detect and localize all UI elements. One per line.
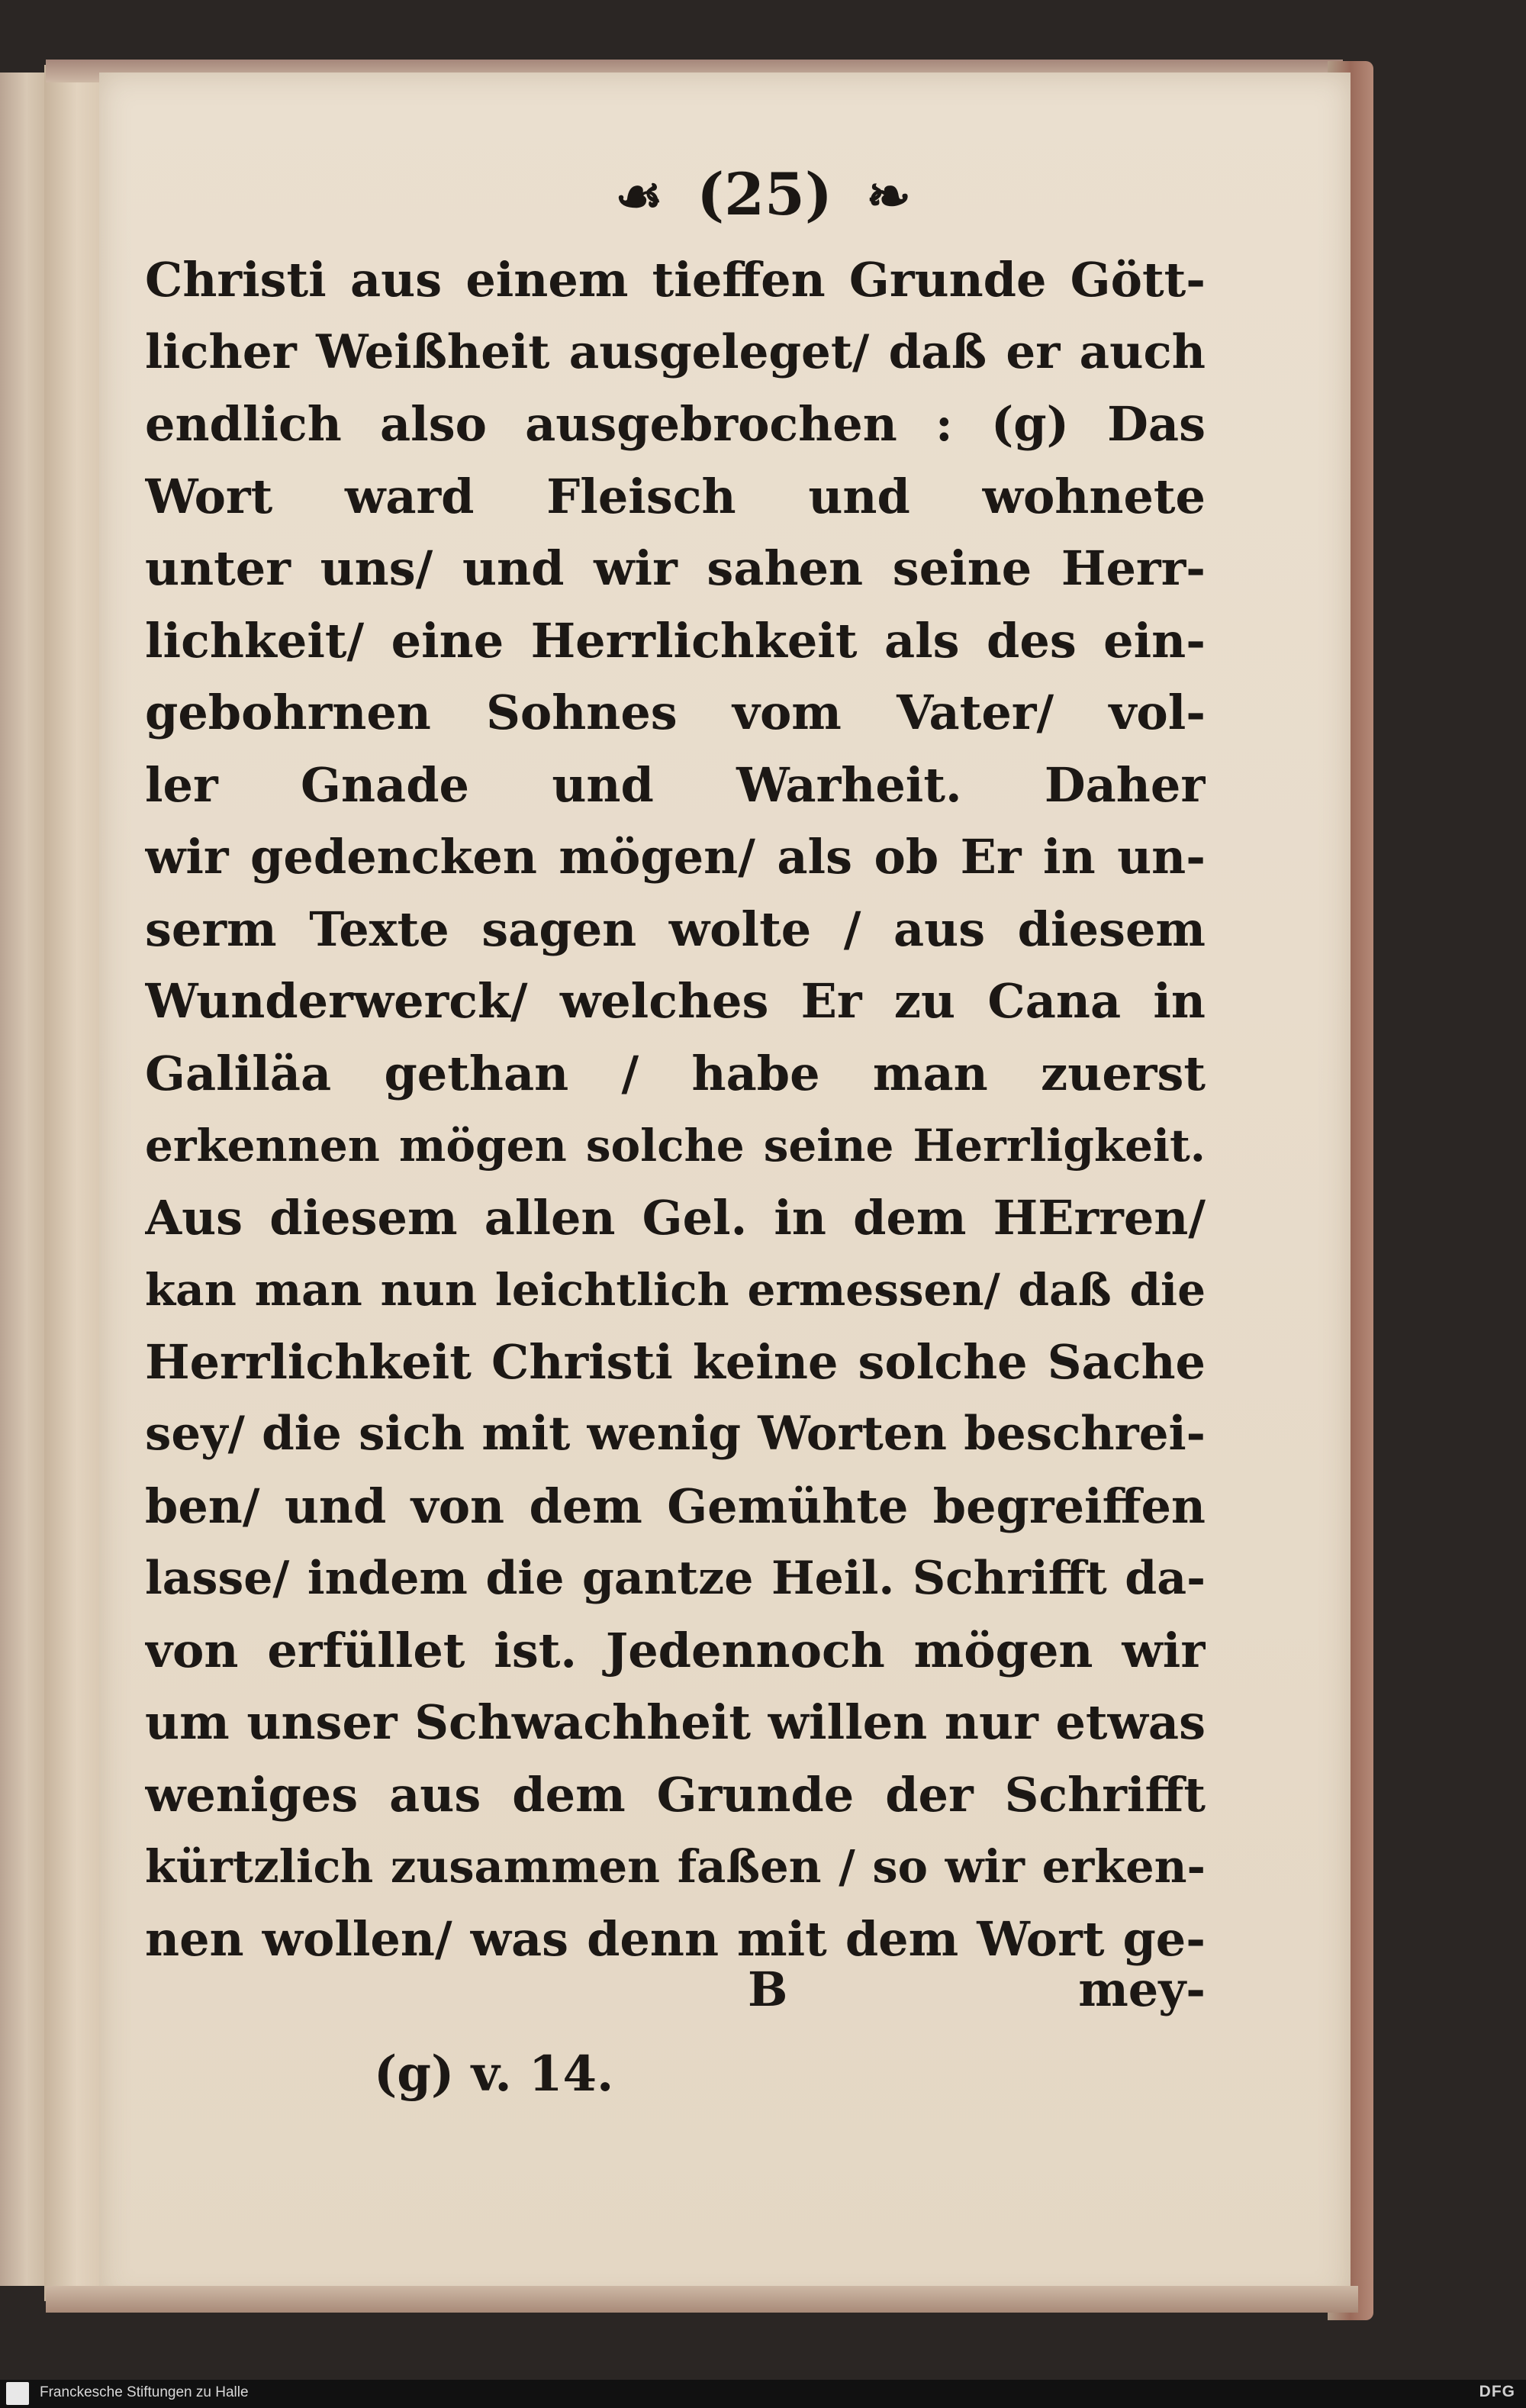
catchword: mey- [1078, 1962, 1206, 2017]
institution-logo-icon [6, 2382, 29, 2405]
left-page-edge [0, 73, 47, 2286]
text-line: lasse/ indem die gantze Heil. Schrifft da- [145, 1552, 1206, 1605]
institution-credit: Franckesche Stiftungen zu Halle [40, 2384, 249, 2400]
text-line: endlich also ausgebrochen : (g) Das [145, 396, 1206, 452]
text-line: unter uns/ und wir sahen seine Herr- [145, 540, 1206, 596]
text-line: Wunderwerck/ welches Er zu Cana in [145, 973, 1206, 1029]
funder-logo: DFG [1479, 2383, 1515, 2400]
text-line: Christi aus einem tieffen Grunde Gött- [145, 252, 1206, 308]
bottom-page-edge [46, 2286, 1358, 2313]
text-line: gebohrnen Sohnes vom Vater/ vol- [145, 685, 1206, 740]
text-line: Wort ward Fleisch und wohnete [145, 468, 1206, 524]
text-line: sey/ die sich mit wenig Worten beschrei- [145, 1407, 1206, 1461]
text-line: von erfüllet ist. Jedennoch mögen wir [145, 1622, 1206, 1678]
body-text [145, 244, 1206, 1975]
text-line: wir gedencken mögen/ als ob Er in un- [145, 829, 1206, 885]
text-line: licher Weißheit ausgeleget/ daß er auch [145, 324, 1206, 379]
text-line: um unser Schwachheit willen nur etwas [145, 1694, 1206, 1750]
text-line: serm Texte sagen wolte / aus diesem [145, 901, 1206, 957]
text-line: erkennen mögen solche seine Herrligkeit. [145, 1120, 1206, 1172]
ornament-left-icon: ☙ [614, 164, 663, 227]
text-line: ben/ und von dem Gemühte begreiffen [145, 1478, 1206, 1534]
text-line: lichkeit/ eine Herrlichkeit als des ein- [145, 612, 1206, 669]
signature-mark: B [748, 1962, 788, 2017]
text-line: kürtzlich zusammen faßen / so wir erken- [145, 1840, 1206, 1893]
text-line: kan man nun leichtlich ermessen/ daß die [145, 1264, 1206, 1316]
text-line: nen wollen/ was denn mit dem Wort ge- [145, 1910, 1206, 1967]
text-line: Herrlichkeit Christi keine solche Sache [145, 1333, 1206, 1390]
footnote: (g) v. 14. [374, 2045, 614, 2103]
text-line: weniges aus dem Grunde der Schrifft [145, 1766, 1206, 1823]
text-line: Aus diesem allen Gel. in dem HErren/ [145, 1189, 1206, 1246]
text-line: Galiläa gethan / habe man zuerst [145, 1045, 1206, 1101]
ornament-right-icon: ❧ [866, 164, 912, 227]
page-number: (25) [697, 160, 832, 228]
page-header [0, 160, 1526, 228]
text-line: ler Gnade und Warheit. Daher [145, 756, 1206, 813]
